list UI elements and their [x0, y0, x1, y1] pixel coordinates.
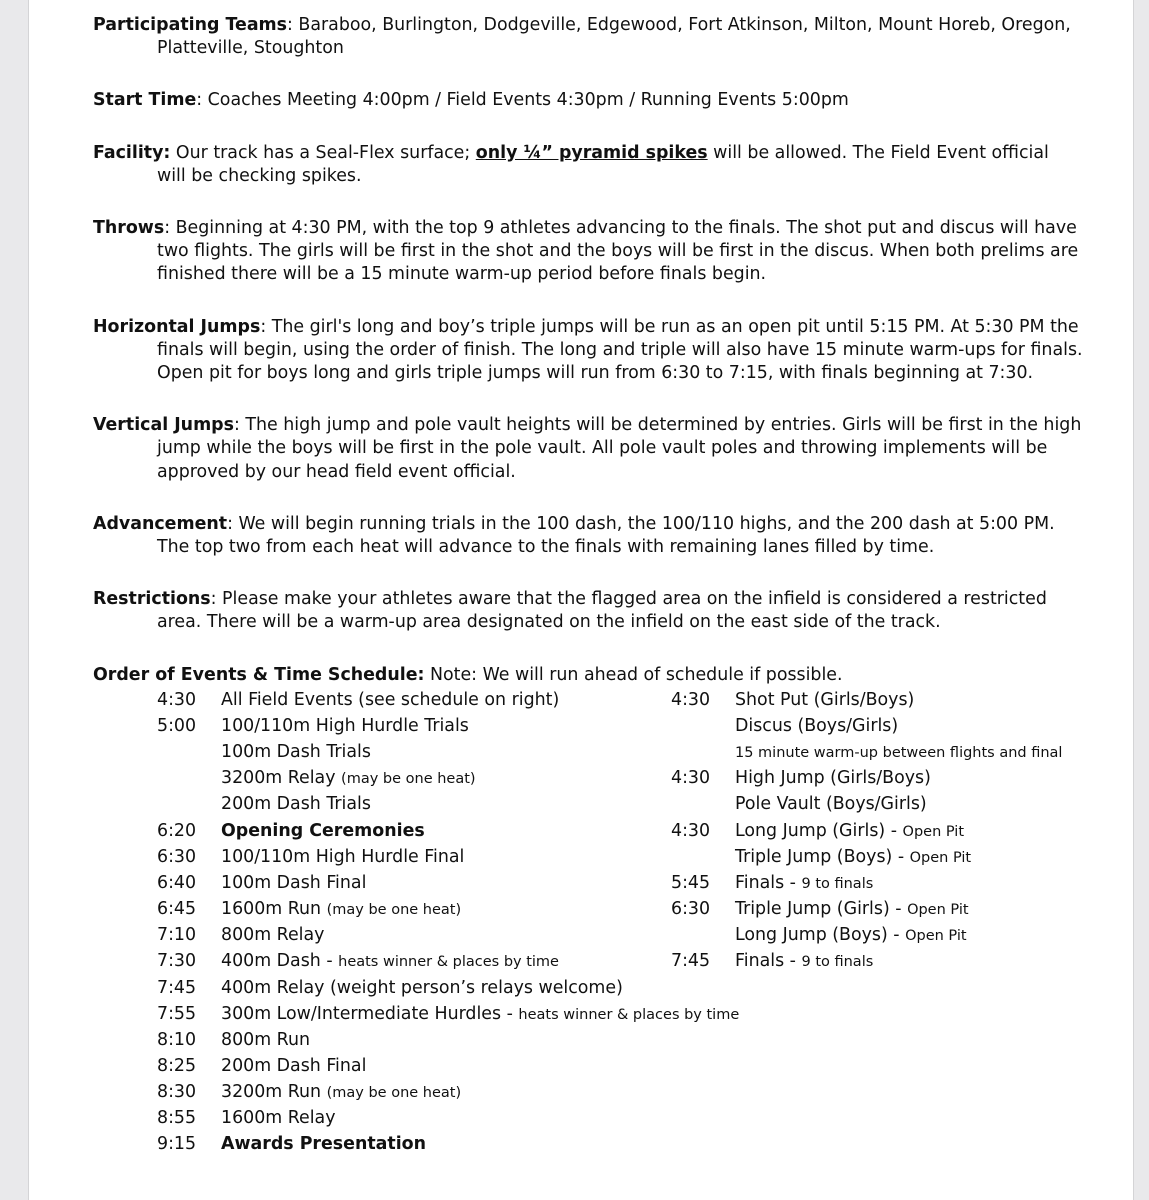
label-separator: : — [227, 513, 239, 534]
restrictions-text: Please make your athletes aware that the flagged area on the infield is considered a restricted area. There will be a warm-up area designated on the infield on the east side of the track. — [157, 589, 1047, 633]
event-entry — [735, 922, 967, 949]
event-time: 6:30 — [671, 899, 711, 920]
event-note: (may be one heat) — [326, 902, 462, 919]
event-entry — [221, 844, 464, 870]
event-name: Triple Jump (Girls) - — [735, 899, 908, 920]
document-content — [93, 14, 1083, 1187]
event-time: 4:30 — [671, 768, 711, 789]
event-note: 9 to finals — [801, 875, 874, 892]
event-time: 6:20 — [157, 820, 197, 841]
event-note: 15 minute warm-up between flights and final — [735, 745, 1063, 762]
event-entry — [221, 791, 371, 817]
event-time: 6:45 — [157, 899, 197, 920]
event-name: Long Jump (Girls) - — [735, 820, 903, 841]
event-name: Triple Jump (Boys) - — [735, 846, 910, 867]
event-note: (may be one heat) — [341, 771, 476, 788]
event-name: 800m Relay — [221, 925, 325, 946]
label-separator: : — [164, 218, 176, 239]
event-time: 6:30 — [157, 846, 197, 867]
event-note: (may be one heat) — [326, 1085, 462, 1102]
event-time: 4:30 — [157, 689, 197, 710]
event-entry — [221, 818, 425, 844]
facility-paragraph — [93, 142, 1083, 188]
event-name: Awards Presentation — [221, 1134, 426, 1155]
event-name: 200m Dash Final — [221, 1055, 367, 1076]
event-name: 100m Dash Trials — [221, 742, 371, 763]
participating-teams-text: Baraboo, Burlington, Dodgeville, Edgewood, Fort Atkinson, Milton, Mount Horeb, Oregon, Platteville, Stoughton — [157, 15, 1071, 59]
start-time-label: Start Time — [93, 90, 197, 111]
throws-label: Throws — [93, 218, 165, 239]
event-name: All Field Events (see schedule on right) — [221, 689, 560, 710]
event-note: Open Pit — [909, 849, 972, 866]
event-schedule — [93, 687, 1083, 1187]
event-entry — [221, 948, 559, 975]
event-entry — [221, 739, 371, 765]
event-entry — [735, 687, 914, 713]
throws-text: Beginning at 4:30 PM, with the top 9 athletes advancing to the finals. The shot put and discus will have two flights. The girls will be first in the shot and the boys will be first in the discus. When both prelims are finished there will be a 15 minute warm-up period before finals begin. — [157, 218, 1079, 285]
event-name: Discus (Boys/Girls) — [735, 716, 899, 736]
event-entry — [735, 765, 931, 791]
event-entry — [221, 687, 559, 713]
event-name: 100/110m High Hurdle Trials — [221, 716, 469, 736]
participating-teams-label: Participating Teams — [93, 15, 288, 35]
event-entry — [735, 870, 873, 897]
label-separator: : — [233, 415, 246, 436]
event-entry — [221, 1131, 426, 1157]
horizontal-jumps-text: The girl's long and boy’s triple jumps will be run as an open pit until 5:15 PM. At 5:30 PM the finals will begin, using the order of finish. The long and triple will also have 15 minute warm-ups for finals. Open pit for boys long and girls triple jumps will run from 6:30 to 7:15, with finals beginning at 7:30. — [157, 316, 1083, 384]
advancement-text: We will begin running trials in the 100 dash, the 100/110 highs, and the 200 dash at 5:00 PM. The top two from each heat will advance to the finals with remaining lanes filled by time. — [157, 513, 1055, 558]
event-name: 400m Dash - — [221, 951, 339, 972]
event-note: heats winner & places by time — [338, 954, 559, 971]
schedule-note: Note: We will run ahead of schedule if possible. — [424, 664, 843, 685]
event-time: 7:45 — [157, 977, 197, 998]
event-entry — [735, 844, 971, 871]
event-entry — [221, 896, 461, 923]
facility-label: Facility: — [93, 142, 171, 163]
advancement-paragraph — [93, 513, 1083, 559]
event-name: 3200m Run — [221, 1082, 327, 1103]
start-time-paragraph — [93, 89, 1083, 112]
event-entry — [735, 713, 898, 739]
horizontal-jumps-paragraph — [93, 316, 1083, 386]
event-time: 7:45 — [671, 951, 711, 972]
event-time: 8:25 — [157, 1055, 197, 1076]
event-name: 1600m Run — [221, 899, 327, 920]
event-time: 4:30 — [671, 820, 711, 841]
event-name: 3200m Relay — [221, 768, 342, 789]
event-name: 300m Low/Intermediate Hurdles - — [221, 1003, 519, 1024]
restrictions-paragraph — [93, 588, 1083, 634]
label-separator: : — [210, 589, 223, 610]
schedule-heading — [93, 664, 1083, 687]
facility-text-a: Our track has a Seal-Flex surface; — [170, 142, 476, 163]
event-name: High Jump (Girls/Boys) — [735, 768, 931, 789]
event-name: 800m Run — [221, 1029, 311, 1050]
horizontal-jumps-label: Horizontal Jumps — [93, 316, 261, 337]
event-name: 100/110m High Hurdle Final — [221, 846, 465, 867]
event-entry — [735, 739, 1062, 766]
event-time: 5:00 — [157, 716, 197, 736]
throws-paragraph — [93, 217, 1083, 287]
event-time: 8:10 — [157, 1029, 197, 1050]
event-entry — [221, 922, 324, 948]
event-name: 200m Dash Trials — [221, 794, 371, 815]
event-time: 8:55 — [157, 1108, 197, 1129]
event-entry — [735, 948, 873, 975]
event-note: Open Pit — [905, 928, 967, 945]
event-note: Open Pit — [902, 823, 965, 840]
start-time-text: Coaches Meeting 4:00pm / Field Events 4:30pm / Running Events 5:00pm — [207, 90, 849, 111]
label-separator: : — [287, 15, 299, 35]
event-name: 400m Relay (weight person’s relays welcome) — [221, 977, 623, 998]
label-separator: : — [196, 90, 208, 111]
event-name: 100m Dash Final — [221, 872, 367, 893]
event-entry — [221, 713, 469, 739]
event-entry — [221, 1053, 366, 1079]
vertical-jumps-paragraph — [93, 414, 1083, 484]
event-entry — [735, 818, 964, 845]
event-time: 9:15 — [157, 1134, 197, 1155]
event-entry — [735, 791, 927, 817]
event-entry — [221, 765, 476, 792]
event-note: 9 to finals — [801, 954, 874, 971]
event-time: 7:30 — [157, 951, 197, 972]
event-time: 8:30 — [157, 1082, 197, 1103]
advancement-label: Advancement — [93, 513, 228, 534]
event-name: Opening Ceremonies — [221, 820, 425, 841]
schedule-label: Order of Events & Time Schedule: — [93, 664, 425, 685]
event-name: Finals - — [735, 872, 802, 893]
document-page — [28, 0, 1134, 1200]
event-entry — [221, 975, 623, 1001]
vertical-jumps-text: The high jump and pole vault heights will be determined by entries. Girls will be first in the high jump while the boys will be first in the pole vault. All pole vault poles and throwing implements will be approved by our head field event official. — [157, 415, 1082, 482]
event-time: 4:30 — [671, 689, 711, 710]
spike-rule-underlined: only ¼” pyramid spikes — [475, 142, 708, 163]
event-entry — [221, 1027, 310, 1053]
facility-text-b: will be allowed. The Field Event official will be checking spikes. — [157, 142, 1049, 186]
event-time: 7:10 — [157, 925, 197, 946]
event-note: heats winner & places by time — [518, 1006, 740, 1023]
vertical-jumps-label: Vertical Jumps — [93, 415, 234, 436]
event-time: 5:45 — [671, 872, 711, 893]
event-name: Long Jump (Boys) - — [735, 925, 906, 946]
participating-teams-paragraph — [93, 14, 1083, 60]
event-note: Open Pit — [907, 902, 969, 919]
event-entry — [221, 870, 366, 896]
label-separator: : — [260, 316, 272, 337]
event-name: 1600m Relay — [221, 1108, 336, 1129]
event-name: Pole Vault (Boys/Girls) — [735, 794, 927, 815]
event-entry — [221, 1079, 461, 1106]
event-entry — [735, 896, 969, 923]
restrictions-label: Restrictions — [93, 589, 211, 610]
event-entry — [221, 1001, 739, 1028]
event-name: Shot Put (Girls/Boys) — [735, 689, 915, 710]
event-name: Finals - — [735, 951, 802, 972]
event-entry — [221, 1105, 336, 1131]
event-time: 7:55 — [157, 1003, 197, 1024]
event-time: 6:40 — [157, 872, 197, 893]
